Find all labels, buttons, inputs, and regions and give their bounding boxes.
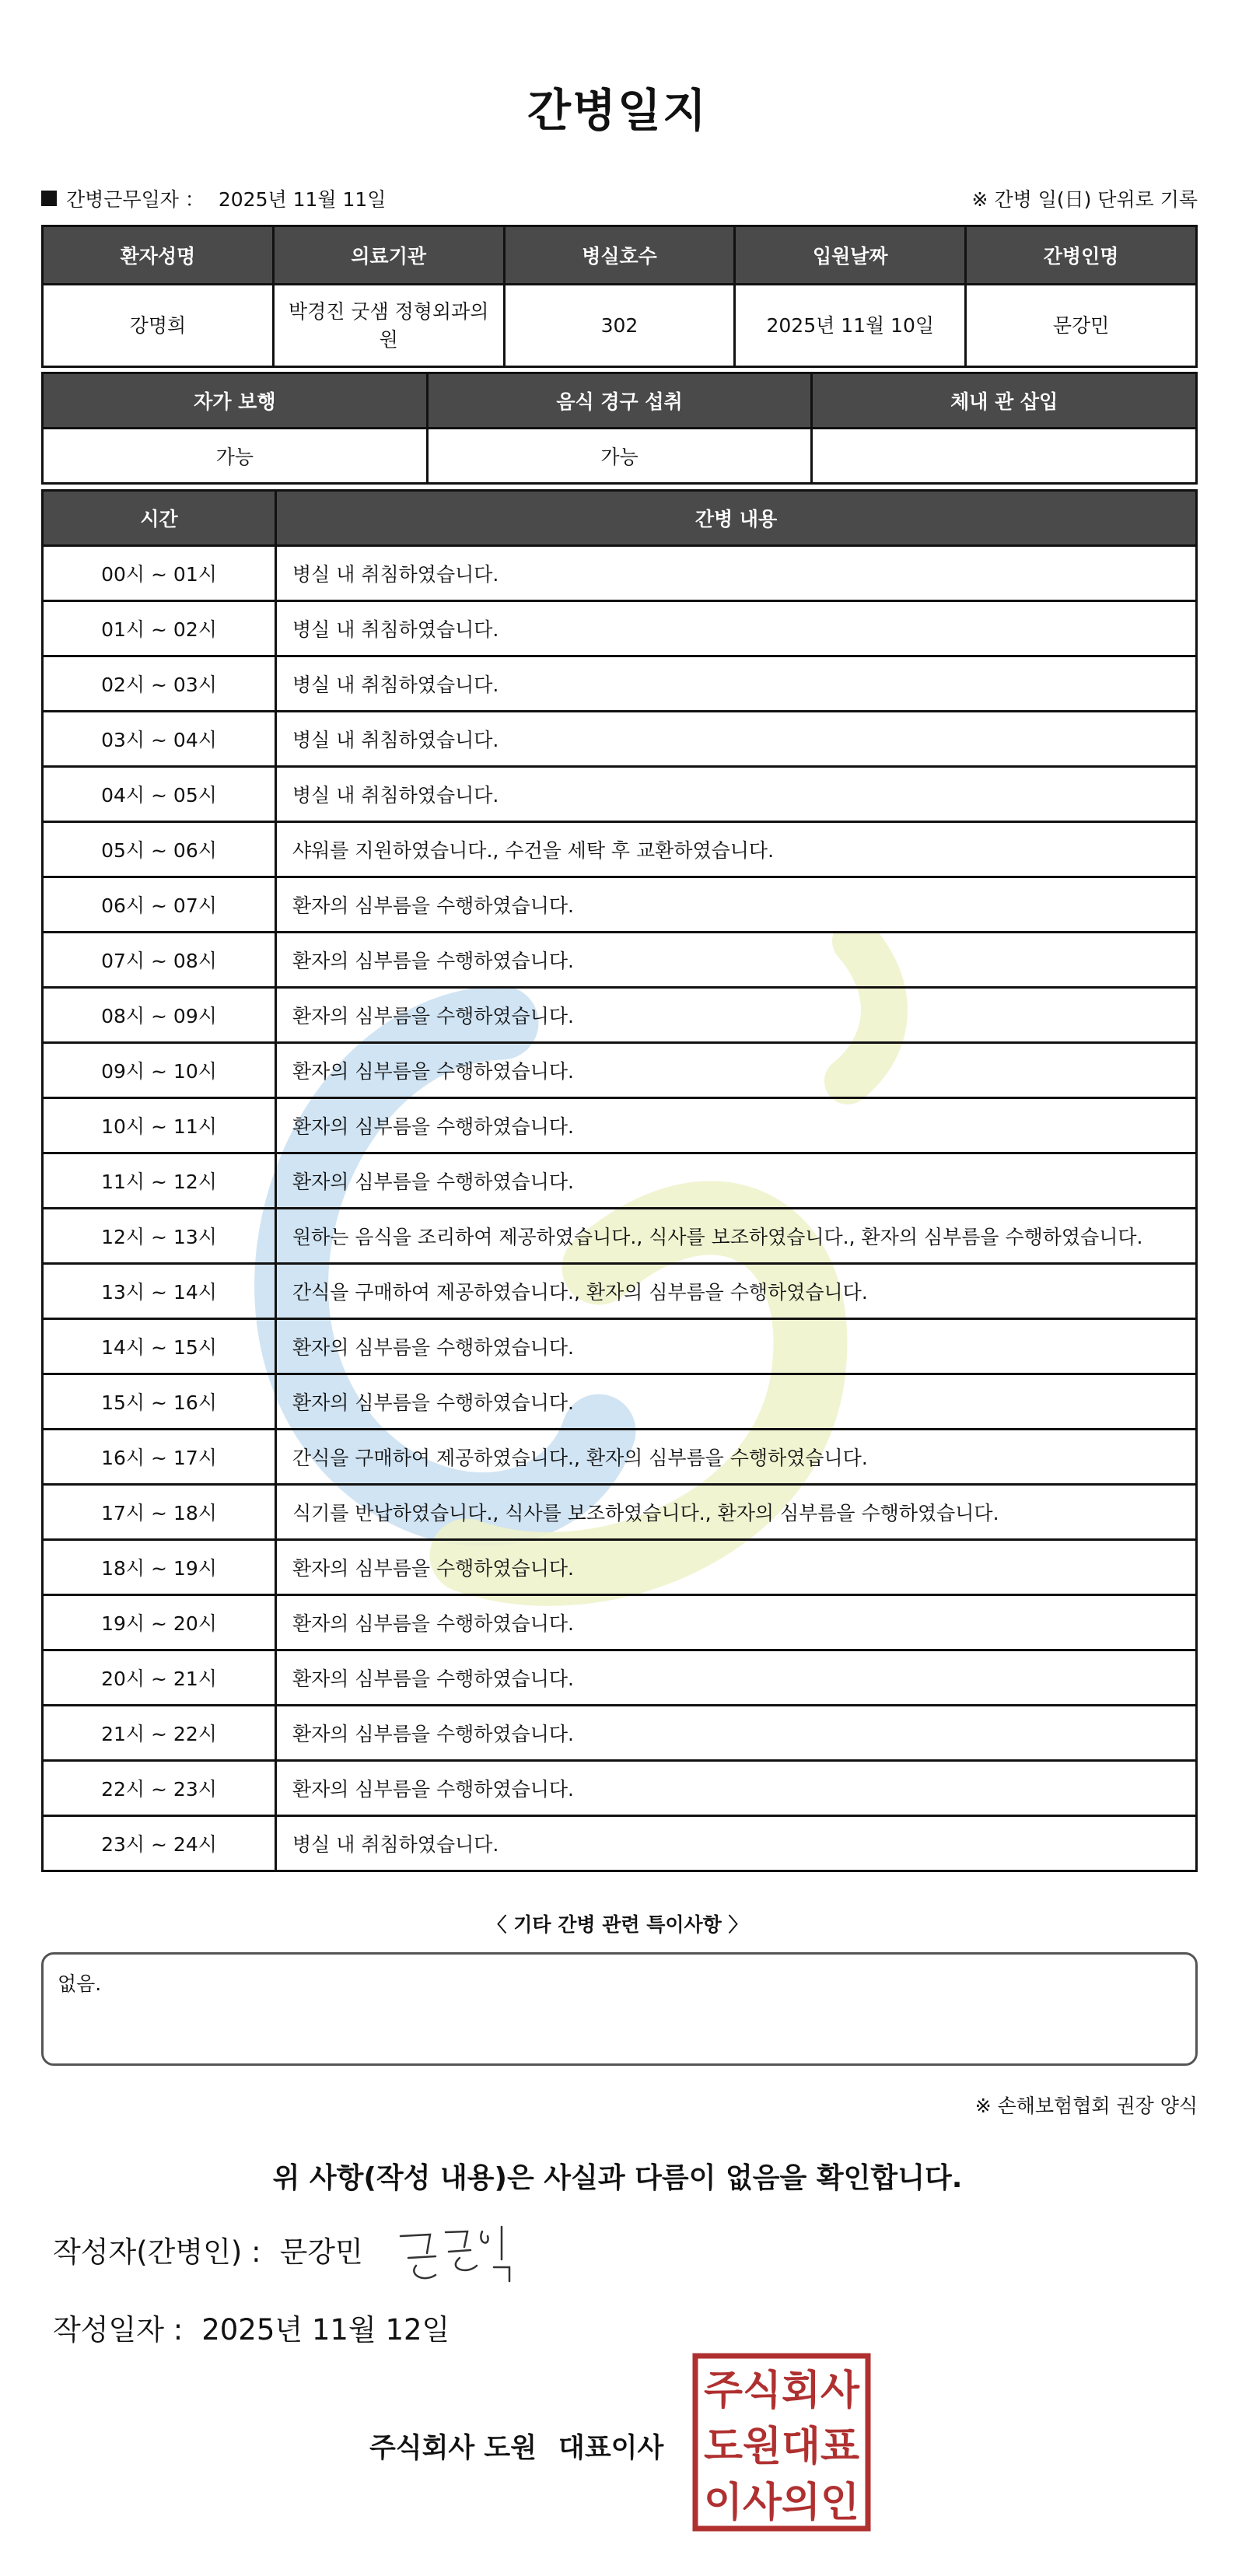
work-date-group [41,184,386,212]
stamp-line-1: 주식회사 [704,2368,860,2414]
log-content: 원하는 음식을 조리하여 제공하였습니다., 식사를 보조하였습니다., 환자의 심부름을 수행하였습니다. [276,1209,1197,1264]
log-content: 병실 내 취침하였습니다. [276,656,1197,712]
log-time: 17시 ~ 18시 [43,1485,276,1540]
header-admission-date: 입원날짜 [735,226,966,285]
log-row [43,877,1197,933]
log-time: 10시 ~ 11시 [43,1098,276,1153]
header-oral-intake: 음식 경구 섭취 [427,373,812,429]
log-content: 환자의 심부름을 수행하였습니다. [276,1153,1197,1209]
confirmation-text: 위 사항(작성 내용)은 사실과 다름이 없음을 확인합니다. [272,2162,963,2194]
written-date-label: 작성일자 : [53,2313,184,2347]
log-content: 간식을 구매하여 제공하였습니다., 환자의 심부름을 수행하였습니다. [276,1264,1197,1319]
patient-info-table [41,225,1198,368]
log-time: 08시 ~ 09시 [43,988,276,1043]
log-content: 환자의 심부름을 수행하였습니다. [276,1595,1197,1650]
log-row [43,988,1197,1043]
written-date-value: 2025년 11월 12일 [201,2313,450,2347]
admission-date: 2025년 11월 10일 [735,285,966,367]
patient-info-header-row [43,226,1197,285]
log-time: 04시 ~ 05시 [43,767,276,822]
log-time: 15시 ~ 16시 [43,1374,276,1430]
work-date-label: 간병근무일자 ： [66,188,205,211]
log-time: 20시 ~ 21시 [43,1650,276,1706]
log-content: 환자의 심부름을 수행하였습니다. [276,1374,1197,1430]
log-row [43,1430,1197,1485]
log-time: 14시 ~ 15시 [43,1319,276,1374]
log-body [43,546,1197,1871]
log-time: 05시 ~ 06시 [43,822,276,877]
company-name: 주식회사 도원 [369,2433,537,2464]
work-date-value: 2025년 11월 11일 [218,188,387,211]
caregiver-name: 문강민 [966,285,1197,367]
form-note: ※ 손해보험협회 권장 양식 [974,2095,1198,2117]
log-time: 13시 ~ 14시 [43,1264,276,1319]
record-note: ※ 간병 일(日) 단위로 기록 [971,188,1198,211]
log-row [43,1706,1197,1761]
log-content: 환자의 심부름을 수행하였습니다. [276,1706,1197,1761]
tube-insertion-value [812,429,1197,484]
log-row [43,1319,1197,1374]
log-row [43,1540,1197,1595]
stamp-line-2: 도원대표 [704,2424,859,2470]
company-seal-stamp [692,2353,871,2532]
meta-row [41,179,1198,218]
company-title: 대표이사 [558,2433,664,2464]
stamp-line-3: 이사의인 [704,2480,859,2526]
bullet-square-icon [41,191,57,206]
company-line [369,2427,663,2466]
log-content: 샤워를 지원하였습니다., 수건을 세탁 후 교환하였습니다. [276,822,1197,877]
log-row [43,656,1197,712]
oral-intake-value: 가능 [427,429,812,484]
log-content: 환자의 심부름을 수행하였습니다. [276,877,1197,933]
log-content: 병실 내 취침하였습니다. [276,712,1197,767]
log-content: 병실 내 취침하였습니다. [276,601,1197,656]
log-row [43,1374,1197,1430]
log-time: 21시 ~ 22시 [43,1706,276,1761]
log-time: 00시 ~ 01시 [43,546,276,601]
log-row [43,1153,1197,1209]
log-time: 23시 ~ 24시 [43,1816,276,1871]
status-header-row [43,373,1197,429]
log-row [43,1485,1197,1540]
status-value-row [43,429,1197,484]
self-walking-value: 가능 [43,429,428,484]
log-content: 환자의 심부름을 수행하였습니다. [276,1043,1197,1098]
log-time: 07시 ~ 08시 [43,933,276,988]
log-time: 03시 ~ 04시 [43,712,276,767]
patient-info-value-row [43,285,1197,367]
log-content: 환자의 심부름을 수행하였습니다. [276,933,1197,988]
header-tube-insertion: 체내 관 삽입 [812,373,1197,429]
log-row [43,1650,1197,1706]
signature-image [393,2221,517,2291]
log-time: 16시 ~ 17시 [43,1430,276,1485]
care-log-table [41,489,1198,1872]
notes-box [41,1952,1198,2066]
log-row [43,1043,1197,1098]
notes-content: 없음. [58,1972,102,1995]
log-content: 병실 내 취침하였습니다. [276,767,1197,822]
log-time: 22시 ~ 23시 [43,1761,276,1816]
log-content: 환자의 심부름을 수행하였습니다. [276,1540,1197,1595]
header-hospital: 의료기관 [273,226,504,285]
room-number: 302 [504,285,735,367]
log-row [43,1264,1197,1319]
header-time: 시간 [43,491,276,546]
log-row [43,601,1197,656]
log-row [43,1209,1197,1264]
log-row [43,933,1197,988]
log-time: 19시 ~ 20시 [43,1595,276,1650]
author-name: 문강민 [279,2235,363,2269]
log-content: 환자의 심부름을 수행하였습니다. [276,1650,1197,1706]
log-content: 식기를 반납하였습니다., 식사를 보조하였습니다., 환자의 심부름을 수행하였습니다. [276,1485,1197,1540]
log-time: 11시 ~ 12시 [43,1153,276,1209]
log-row [43,546,1197,601]
patient-status-table [41,372,1198,485]
log-row [43,1595,1197,1650]
document-title: 간병일지 [527,84,708,137]
log-row [43,1761,1197,1816]
header-self-walking: 자가 보행 [43,373,428,429]
log-time: 12시 ~ 13시 [43,1209,276,1264]
header-patient-name: 환자성명 [43,226,274,285]
author-line [53,2228,363,2270]
log-time: 02시 ~ 03시 [43,656,276,712]
log-content: 환자의 심부름을 수행하였습니다. [276,1761,1197,1816]
log-content: 간식을 구매하여 제공하였습니다., 환자의 심부름을 수행하였습니다. [276,1430,1197,1485]
written-date-line [53,2306,450,2348]
log-row [43,1098,1197,1153]
log-row [43,767,1197,822]
log-time: 09시 ~ 10시 [43,1043,276,1098]
log-content: 병실 내 취침하였습니다. [276,546,1197,601]
hospital-name: 박경진 굿샘 정형외과의원 [273,285,504,367]
log-time: 18시 ~ 19시 [43,1540,276,1595]
log-time: 06시 ~ 07시 [43,877,276,933]
log-content: 환자의 심부름을 수행하였습니다. [276,988,1197,1043]
log-header-row [43,491,1197,546]
log-row [43,712,1197,767]
log-time: 01시 ~ 02시 [43,601,276,656]
patient-name: 강명희 [43,285,274,367]
header-care-content: 간병 내용 [276,491,1197,546]
notes-title: 〈 기타 간병 관련 특이사항 〉 [487,1913,748,1936]
log-content: 환자의 심부름을 수행하였습니다. [276,1319,1197,1374]
log-content: 병실 내 취침하였습니다. [276,1816,1197,1871]
header-caregiver: 간병인명 [966,226,1197,285]
header-room: 병실호수 [504,226,735,285]
author-label: 작성자(간병인) : [53,2235,261,2269]
log-row [43,822,1197,877]
log-row [43,1816,1197,1871]
log-content: 환자의 심부름을 수행하였습니다. [276,1098,1197,1153]
